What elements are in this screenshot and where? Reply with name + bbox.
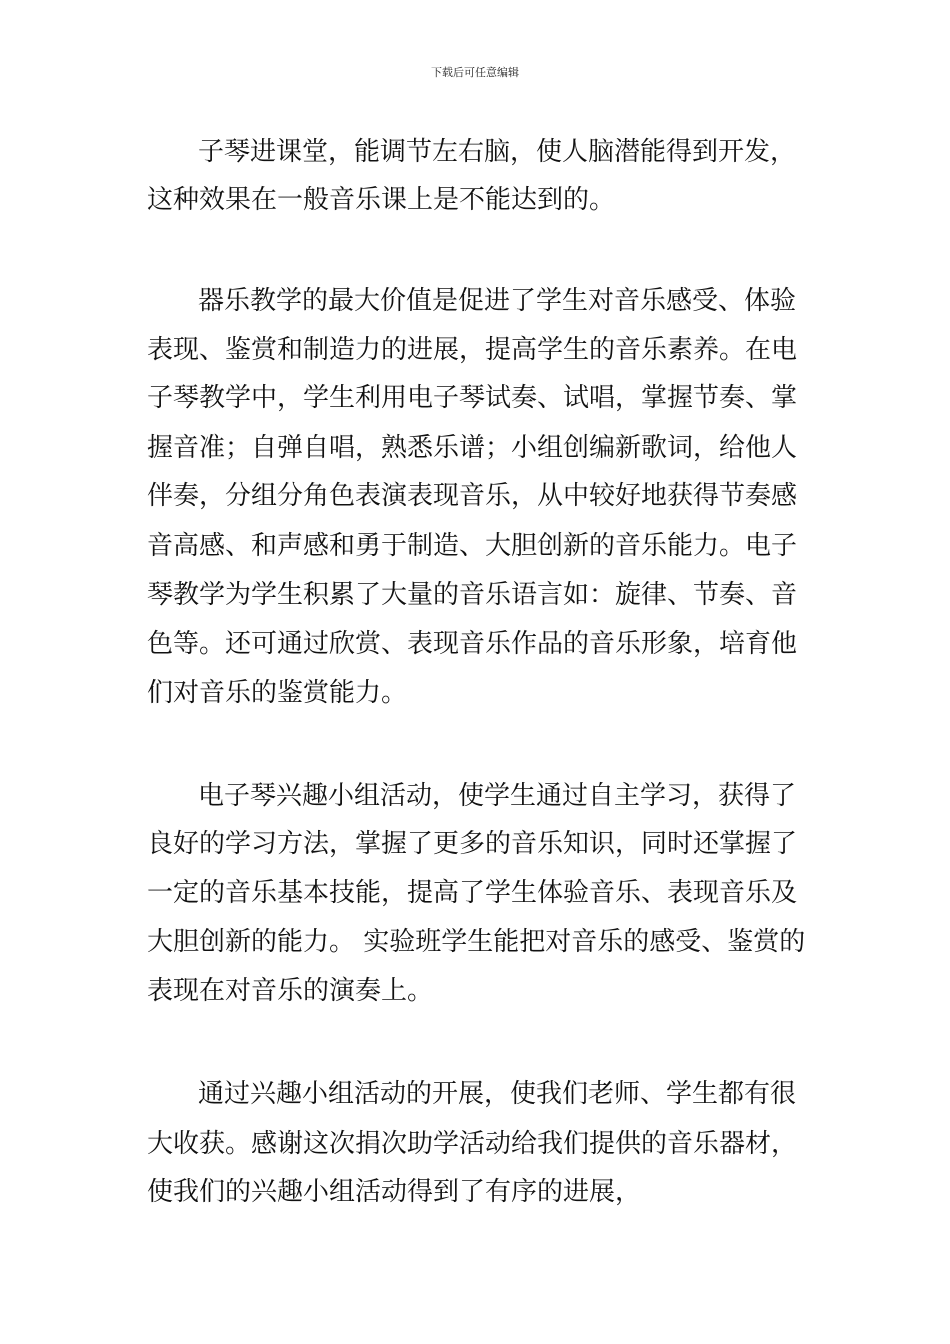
paragraph-2-line-6: 音高感、和声感和勇于制造、大胆创新的音乐能力。电子 — [147, 531, 798, 561]
paragraph-2-line-7: 琴教学为学生积累了大量的音乐语言如：旋律、节奏、音 — [147, 580, 798, 610]
paragraph-1-line-2: 这种效果在一般音乐课上是不能达到的。 — [147, 185, 616, 215]
paragraph-3-line-3: 一定的音乐基本技能，提高了学生体验音乐、表现音乐及 — [147, 878, 798, 908]
paragraph-4-line-3: 使我们的兴趣小组活动得到了有序的进展， — [147, 1177, 642, 1207]
paragraph-2-line-5: 伴奏，分组分角色表演表现音乐，从中较好地获得节奏感 — [147, 481, 798, 511]
paragraph-2-line-8: 色等。还可通过欣赏、表现音乐作品的音乐形象，培育他 — [147, 629, 798, 659]
paragraph-2-line-1: 器乐教学的最大价值是促进了学生对音乐感受、体验 — [198, 286, 797, 316]
paragraph-3-line-2: 良好的学习方法，掌握了更多的音乐知识，同时还掌握了 — [147, 829, 798, 859]
paragraph-2-line-2: 表现、鉴赏和制造力的进展，提高学生的音乐素养。在电 — [147, 335, 798, 365]
paragraph-1-line-1: 子琴进课堂，能调节左右脑，使人脑潜能得到开发， — [198, 137, 797, 167]
paragraph-2-line-9: 们对音乐的鉴赏能力。 — [147, 678, 408, 708]
paragraph-3-line-4: 大胆创新的能力。 实验班学生能把对音乐的感受、鉴赏的 — [147, 927, 806, 957]
paragraph-3-line-1: 电子琴兴趣小组活动，使学生通过自主学习，获得了 — [198, 781, 797, 811]
header-note: 下载后可任意编辑 — [431, 66, 519, 79]
paragraph-2-line-3: 子琴教学中，学生利用电子琴试奏、试唱，掌握节奏、掌 — [147, 383, 798, 413]
paragraph-4-line-2: 大收获。感谢这次捐次助学活动给我们提供的音乐器材， — [147, 1129, 798, 1159]
paragraph-4-line-1: 通过兴趣小组活动的开展，使我们老师、学生都有很 — [198, 1079, 797, 1109]
paragraph-3-line-5: 表现在对音乐的演奏上。 — [147, 976, 434, 1006]
paragraph-2-line-4: 握音准；自弹自唱，熟悉乐谱；小组创编新歌词，给他人 — [147, 433, 798, 463]
